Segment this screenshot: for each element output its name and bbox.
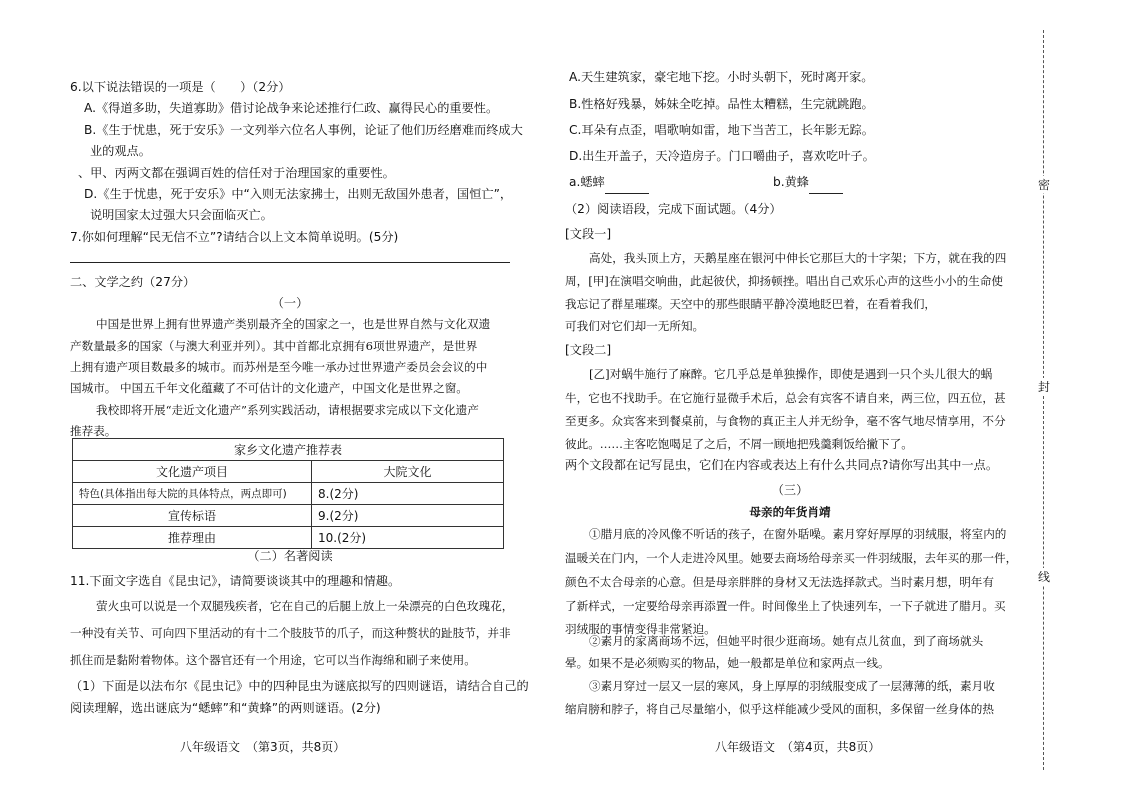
seal-fold-line (1043, 30, 1044, 770)
question-6-option-b-line1: B.《生于忧患，死于安乐》一文列举六位名人事例，论证了他们历经磨难而终成大 (84, 123, 523, 137)
text-b-line: 至更多。众宾客来到餐桌前，与食物的真正主人并无纷争，毫不客气地尽情享用，不分 (565, 414, 1006, 428)
essay-line: 温暖关在门内，一个人走进冷风里。她要去商场给母亲买一件羽绒服，去年买的那一件， (565, 551, 1018, 565)
text-b-line: [乙]对蜗牛施行了麻醉。它几乎总是单独操作，即使是遇到一只个头儿很大的蜗 (589, 367, 993, 381)
question-6-option-b-line2: 业的观点。 (90, 144, 151, 158)
question-6-option-d-line1: D.《生于忧患，死于安乐》中“入则无法家拂士，出则无敌国外患者，国恒亡”， (84, 187, 513, 201)
part-3-title: （三） (771, 483, 809, 497)
passage-1-line: 产数量最多的国家（与澳大利亚并列）。其中首都北京拥有6项世界遗产，是世界 (70, 339, 478, 353)
seal-label-top: 密 (1037, 178, 1050, 192)
part-2-title: （二）名著阅读 (247, 549, 333, 563)
riddle-a: A.天生建筑家，豪宅地下挖。小时头朝下，死时离开家。 (569, 70, 874, 84)
table-title: 家乡文化遗产推荐表 (73, 439, 504, 461)
part-1-title: （一） (271, 296, 309, 310)
passage-1-line: 推荐表。 (70, 424, 117, 438)
question-6-option-c: 、甲、丙两文都在强调百姓的信任对于治理国家的重要性。 (78, 166, 395, 180)
essay-line: 缩肩膀和脖子，将自己尽量缩小，似乎这样能减少受风的面积，多保留一丝身体的热 (565, 702, 994, 716)
text-a-line: 高处，我头顶上方，天鹅星座在银河中伸长它那巨大的十字架；下方，就在我的四 (589, 251, 1007, 265)
page-footer: 八年级语文 （第3页，共8页） (180, 740, 346, 754)
table-row (73, 483, 504, 505)
seal-label-bottom: 线 (1037, 570, 1050, 584)
text-b-label: [文段二] (565, 343, 612, 357)
text-a-line: 周，[甲]在演唱交响曲，此起彼伏，抑扬顿挫。唱出自己欢乐心声的这些小小的生命使 (565, 274, 1004, 288)
answer-blank-b (773, 172, 843, 194)
answer-blank-a-label: a.蟋蟀 (569, 175, 605, 189)
passage-2-line: 一种没有关节、可向四下里活动的有十二个肢肢节的爪子，而这种赘状的趾肢节，并非 (70, 626, 511, 640)
passage-2-line: 萤火虫可以说是一个双腿残疾者，它在自己的后腿上放上一朵漂亮的白色玫瑰花， (96, 599, 514, 613)
answer-blank-b-label: b.黄蜂 (773, 175, 809, 189)
riddle-b: B.性格好残暴，姊妹全吃掉。品性太糟糕，生完就跳跑。 (569, 97, 874, 111)
answer-blank-a (569, 172, 649, 194)
riddle-d: D.出生开盖子，天冷造房子。门口嚼曲子，喜欢吃叶子。 (569, 149, 875, 163)
question-11-2: （2）阅读语段，完成下面试题。（4分） (565, 202, 782, 216)
table-cell: 文化遗产项目 (73, 461, 312, 483)
seal-label-mid: 封 (1037, 380, 1050, 394)
question-11: 11.下面文字选自《昆虫记》，请简要谈谈其中的理趣和情趣。 (70, 574, 401, 588)
passage-1-line: 我校即将开展“走近文化遗产”系列实践活动，请根据要求完成以下文化遗产 (96, 403, 479, 417)
answer-line (70, 262, 510, 263)
table-cell: 特色(具体指出每大院的具体特点，两点即可) (73, 483, 312, 505)
passage-2-line: 抓住而是黏附着物体。这个器官还有一个用途，它可以当作海绵和刷子来使用。 (70, 653, 476, 667)
text-b-line: 彼此。……主客吃饱喝足了之后，不屑一顾地把残羹剩饭给撇下了。 (565, 437, 913, 451)
table-row (73, 505, 504, 527)
left-page (70, 0, 529, 793)
table-cell: 推荐理由 (73, 527, 312, 549)
question-6-stem: 6.以下说法错误的一项是（ ）（2分） (70, 80, 291, 94)
answer-blank-b-line[interactable] (809, 172, 843, 194)
table-row (73, 461, 504, 483)
table-cell: 宣传标语 (73, 505, 312, 527)
essay-line: 了新样式，一定要给母亲再添置一件。时间像坐上了快速列车，一下子就进了腊月。买 (565, 599, 1006, 613)
text-a-label: [文段一] (565, 227, 612, 241)
text-a-line: 可我们对它们却一无所知。 (565, 319, 705, 333)
passage-1-line: 国城市。 中国五千年文化蕴藏了不可估计的文化遗产，中国文化是世界之窗。 (70, 381, 468, 395)
riddle-c: C.耳朵有点歪，唱歌响如雷，地下当苦工，长年影无踪。 (569, 123, 874, 137)
essay-line: 羽绒服的事情变得非常紧迫。 (565, 622, 716, 636)
question-11-1-line1: （1）下面是以法布尔《昆虫记》中的四种昆虫为谜底拟写的四则谜语，请结合自己的 (70, 679, 529, 693)
table-cell: 8.(2分) (312, 483, 504, 505)
passage-1-line: 上拥有遗产项目数最多的城市。而苏州是至今唯一承办过世界遗产委员会会议的中 (70, 360, 488, 374)
essay-line: ③素月穿过一层又一层的寒风，身上厚厚的羽绒服变成了一层薄薄的纸，素月收 (589, 679, 995, 693)
question-6-option-a: A.《得道多助，失道寡助》借讨论战争来论述推行仁政、赢得民心的重要性。 (84, 101, 499, 115)
essay-line: 颜色不太合母亲的心意。但是母亲胖胖的身材又无法选择款式。当时素月想，明年有 (565, 575, 994, 589)
table-row (73, 439, 504, 461)
question-11-1-line2: 阅读理解，选出谜底为“蟋蟀”和“黄蜂”的两则谜语。(2分) (70, 701, 381, 715)
essay-line: 晕。如果不是必须购买的物品，她一般都是单位和家两点一线。 (565, 656, 890, 670)
table-cell: 9.(2分) (312, 505, 504, 527)
table-cell: 10.(2分) (312, 527, 504, 549)
heritage-recommendation-table (72, 438, 504, 549)
essay-line: ②素月的家离商场不远，但她平时很少逛商场。她有点儿贫血，到了商场就头 (589, 634, 984, 648)
comparison-question: 两个文段都在记写昆虫，它们在内容或表达上有什么共同点?请你写出其中一点。 (565, 458, 999, 472)
right-page (565, 0, 1018, 793)
answer-blank-a-line[interactable] (605, 172, 649, 194)
table-cell: 大院文化 (312, 461, 504, 483)
question-6-option-d-line2: 说明国家太过强大只会面临灭亡。 (90, 208, 273, 222)
text-a-line: 我忘记了群星璀璨。天空中的那些眼睛平静冷漠地眨巴着，在看着我们， (565, 297, 937, 311)
question-7: 7.你如何理解“民无信不立”?请结合以上文本简单说明。(5分) (70, 230, 399, 244)
page-footer: 八年级语文 （第4页，共8页） (715, 740, 881, 754)
essay-line: ①腊月底的冷风像不听话的孩子，在窗外聒噪。素月穿好厚厚的羽绒服，将室内的 (589, 527, 1007, 541)
essay-title: 母亲的年货肖靖 (749, 505, 831, 519)
section-2-heading: 二、文学之约（27分） (70, 275, 196, 289)
passage-1-line: 中国是世界上拥有世界遗产类别最齐全的国家之一，也是世界自然与文化双遗 (96, 317, 491, 331)
text-b-line: 牛，它也不找助手。在它施行显微手术后，总会有宾客不请自来，两三位，四五位，甚 (565, 391, 1006, 405)
